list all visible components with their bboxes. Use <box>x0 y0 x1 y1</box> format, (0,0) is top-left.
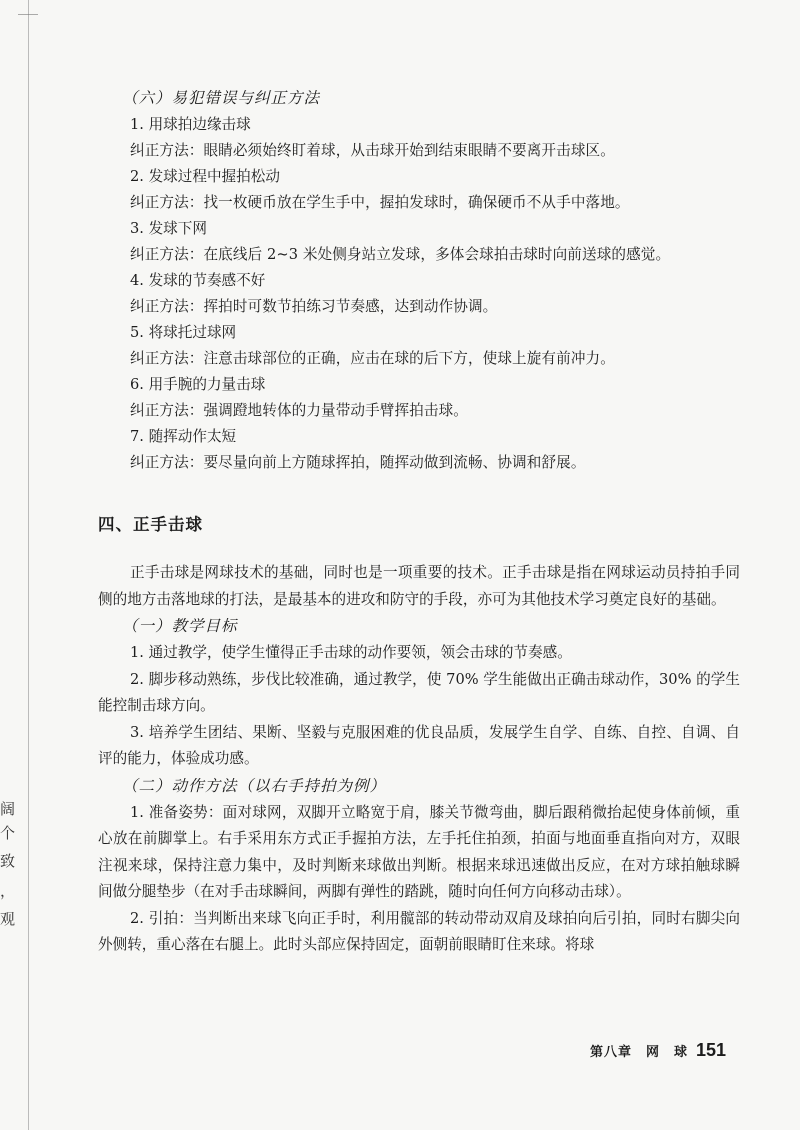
page-footer <box>590 1040 726 1064</box>
section-four-heading: 四、正手击球 <box>98 515 203 534</box>
error-item-fix: 纠正方法：要尽量向前上方随球挥拍，随挥动做到流畅、协调和舒展。 <box>130 454 586 471</box>
action-method-heading: （二）动作方法（以右手持拍为例） <box>122 776 387 795</box>
teaching-goal: 1. 通过教学，使学生懂得正手击球的动作要领，领会击球的节奏感。 <box>130 644 572 661</box>
error-item-fix: 纠正方法：眼睛必须始终盯着球，从击球开始到结束眼睛不要离开击球区。 <box>130 142 615 159</box>
error-item-fix: 纠正方法：注意击球部位的正确，应击在球的后下方，使球上旋有前冲力。 <box>130 350 615 367</box>
teaching-goal: 2. 脚步移动熟练，步伐比较准确，通过教学，使 70% 学生能做出正确击球动作，30% 的学生能控制击球方向。 <box>98 670 740 714</box>
intro-paragraph: 正手击球是网球技术的基础，同时也是一项重要的技术。正手击球是指在网球运动员持拍手同侧的地方击落地球的打法，是最基本的进攻和防守的手段，亦可为其他技术学习奠定良好的基础。 <box>98 564 740 608</box>
error-item-fix: 纠正方法：强调蹬地转体的力量带动手臂挥拍击球。 <box>130 402 468 419</box>
previous-page-edge-fragment: 个 <box>0 824 16 842</box>
error-item-fix: 纠正方法：在底线后 2~3 米处侧身站立发球，多体会球拍击球时向前送球的感觉。 <box>130 246 671 263</box>
page-content <box>98 84 740 959</box>
page-number: 151 <box>696 1040 727 1060</box>
error-item-title: 4. 发球的节奏感不好 <box>130 272 266 289</box>
error-item-title: 1. 用球拍边缘击球 <box>130 116 251 133</box>
error-item-fix: 纠正方法：挥拍时可数节拍练习节奏感，达到动作协调。 <box>130 298 498 315</box>
section-six-heading: （六）易犯错误与纠正方法 <box>122 89 321 107</box>
previous-page-edge-fragment: 观 <box>0 910 16 928</box>
teaching-goal: 3. 培养学生团结、果断、坚毅与克服困难的优良品质，发展学生自学、自练、自控、自调、自评的能力，体验成功感。 <box>98 723 740 767</box>
error-item-title: 5. 将球托过球网 <box>130 324 237 341</box>
previous-page-edge-fragment: 阔 <box>0 800 16 818</box>
action-method-step: 1. 准备姿势：面对球网，双脚开立略宽于肩，膝关节微弯曲，脚后跟稍微抬起使身体前倾，重心放在前脚掌上。右手采用东方式正手握拍方法，左手托住拍颈，拍面与地面垂直指向对方，双眼注视来球，保持注意力集中，及时判断来球做出判断。根据来球迅速做出反应，在对方球拍触球瞬间做分腿垫步（在对手击球瞬间，两脚有弹性的踏跳，随时向任何方向移动击球）。 <box>98 803 740 900</box>
binding-line <box>28 0 29 1130</box>
error-item-title: 2. 发球过程中握拍松动 <box>130 168 280 185</box>
error-item-title: 3. 发球下网 <box>130 220 207 237</box>
binding-mark <box>18 0 38 15</box>
error-item-title: 7. 随挥动作太短 <box>130 428 237 445</box>
chapter-label: 第八章 网 球 <box>590 1045 689 1060</box>
error-item-title: 6. 用手腕的力量击球 <box>130 376 266 393</box>
error-item-fix: 纠正方法：找一枚硬币放在学生手中，握拍发球时，确保硬币不从手中落地。 <box>130 194 630 211</box>
action-method-step: 2. 引拍：当判断出来球飞向正手时，利用髋部的转动带动双肩及球拍向后引拍，同时右脚尖向外侧转，重心落在右腿上。此时头部应保持固定，面朝前眼睛盯住来球。将球 <box>98 909 740 953</box>
previous-page-edge-fragment: ， <box>0 882 16 900</box>
previous-page-edge-fragment: 致 <box>0 852 16 870</box>
teaching-goals-heading: （一）教学目标 <box>122 617 238 635</box>
